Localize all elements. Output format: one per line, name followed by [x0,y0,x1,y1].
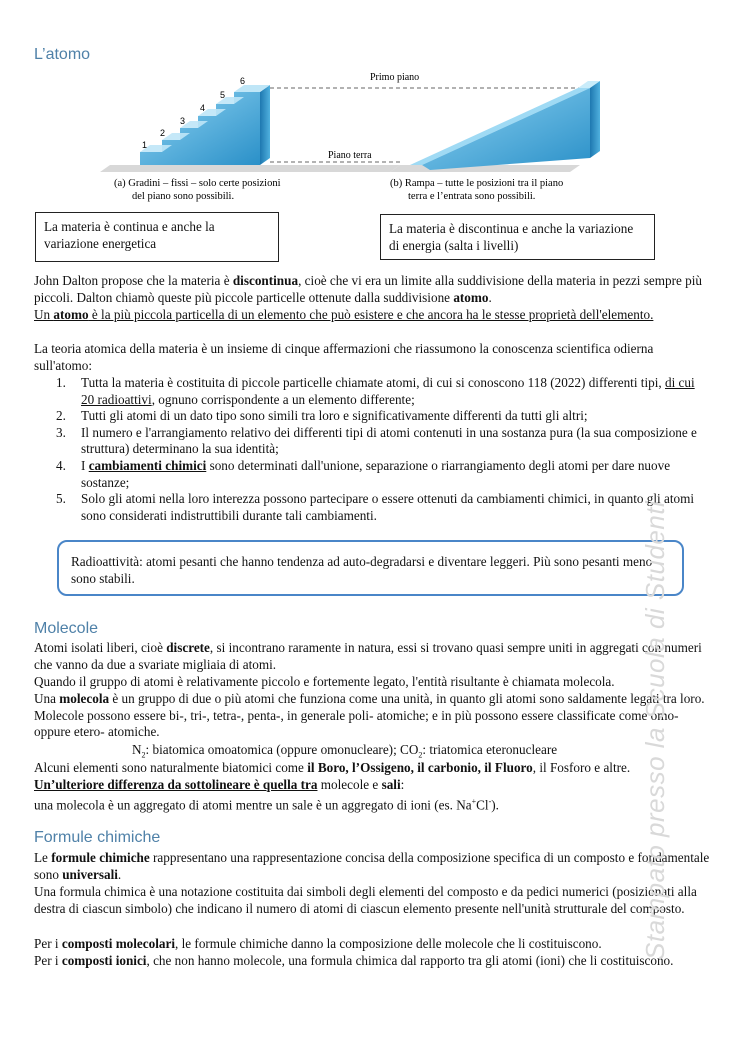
atom-definition: Un atomo è la più piccola particella di un elemento che può esistere e che ancora ha le stesse proprietà dell'elemento. [34,307,654,322]
list-item: 4. I cambiamenti chimici sono determinati dall'unione, separazione o riarrangiamento degli atomi per dare nuove sostanze; [56,457,671,490]
caption-b-line2: terra e l’entrata sono possibili. [408,191,536,202]
formulas-paragraph-2: Una formula chimica è una notazione costituita dai simboli degli elementi del composto e da pedici numerici (posizionati alla destra di ciascun simbolo) che indicano il numero di atomi di ciascun elemento presente nell'unità strutturale del composto. [34,884,697,916]
caption-b-line1: (b) Rampa – tutte le posizioni tra il piano [390,178,564,189]
list-item: 5. Solo gli atomi nella loro interezza possono partecipare o essere ottenuti da cambiamenti chimici, in quanto gli atomi sono considerati indistruttibili durante tali cambiamenti. [56,491,695,523]
ionic-compounds: Per i composti ionici, che non hanno molecole, una formula chimica dal rapporto tra gli atomi (ioni) che li costituiscono. [34,953,674,968]
step-number-5: 5 [220,90,226,100]
molecules-paragraph-2: Quando il gruppo di atomi è relativamente piccolo e fortemente legato, l'entità risultante è chiamata molecola. [34,674,615,689]
molecules-vs-salts: Un’ulteriore differenza da sottolineare è quella tra molecole e sali: [34,777,405,792]
step-number-2: 2 [160,128,166,138]
list-item: 3. Il numero e l'arrangiamento relativo dei differenti tipi di atomi contenuti in una sostanza pura (la sua composizione e struttura) determinano la sua identità; [56,424,697,457]
diatomic-elements: Alcuni elementi sono naturalmente biatomici come il Boro, l’Ossigeno, il carbonio, il Fluoro, il Fosforo e altre. [34,760,631,775]
ground-floor-label: Piano terra [328,150,372,161]
list-item: 1. Tutta la materia è costituita di piccole particelle chiamate atomi, di cui si conoscono 118 (2022) differenti tipi, di cui 20 radioattivi, ognuno corrispondente a un elemento differente; [56,375,695,407]
formulas-paragraph-1: Le formule chimiche rappresentano una rappresentazione concisa della composizione specifica di un composto e fondamentale sono universali. [34,850,710,882]
stairs-ramp-figure [100,70,660,210]
step-number-4: 4 [200,103,206,113]
molecule-vs-salt-definition: una molecola è un aggregato di atomi mentre un sale è un aggregato di ioni (es. Na+Cl-). [34,797,499,813]
molecules-paragraph-1: Atomi isolati liberi, cioè discrete, si incontrano raramente in natura, essi si trovano quasi sempre uniti in aggregati con numeri che vanno da due a svariate migliaia di atomi. [34,640,702,672]
step-number-1: 1 [142,140,148,150]
caption-a-line2: del piano sono possibili. [132,191,235,202]
discontinuous-matter-box: La materia è discontinua e anche la variazione di energia (salta i livelli) [380,214,655,260]
atomic-theory-intro: La teoria atomica della materia è un insieme di cinque affermazioni che riassumono la conoscenza scientifica odierna sull'atomo: [34,341,654,373]
caption-a-line1: (a) Gradini – fissi – solo certe posizioni [114,178,281,189]
top-floor-label: Primo piano [370,72,420,83]
section-title-formule: Formule chimiche [34,829,161,846]
list-item: 2. Tutti gli atomi di un dato tipo sono simili tra loro e significativamente differenti da tutti gli altri; [56,408,588,424]
dalton-paragraph: John Dalton propose che la materia è discontinua, cioè che vi era un limite alla suddivisione della materia in pezzi sempre più piccoli. Dalton chiamò queste più piccole particelle ottenute dalla suddivisione atomo. [34,273,702,305]
molecule-examples: $N_2$: biatomica omoatomica (oppure omonucleare); $CO_2$: triatomica eteronucleare [132,742,558,760]
ramp-shape [410,81,600,170]
stairs-shape [140,85,270,165]
atomic-theory-list [56,375,708,524]
watermark: Stampato presso la Scuola di Studenti [640,500,670,960]
step-number-3: 3 [180,116,186,126]
continuous-matter-box: La materia è continua e anche la variazione energetica [35,212,279,262]
molecular-compounds: Per i composti molecolari, le formule chimiche danno la composizione delle molecole che li costituiscono. [34,936,602,951]
stairs-ramp-illustration [100,70,660,210]
radioactivity-note: Radioattività: atomi pesanti che hanno tendenza ad auto-degradarsi e diventare leggeri. Più sono pesanti meno sono stabili. [57,540,684,596]
step-number-6: 6 [240,76,246,86]
section-title-atomo: L’atomo [34,46,91,63]
section-title-molecole: Molecole [34,620,99,637]
molecule-definition: Una molecola è un gruppo di due o più atomi che funziona come una unità, in quanto gli atomi sono saldamente legati tra loro. Molecole possono essere bi-, tri-, tetra-, penta-, in generale poli- atomiche; e in più possono essere classificate come omo- oppure etero- atomiche. [34,691,705,740]
